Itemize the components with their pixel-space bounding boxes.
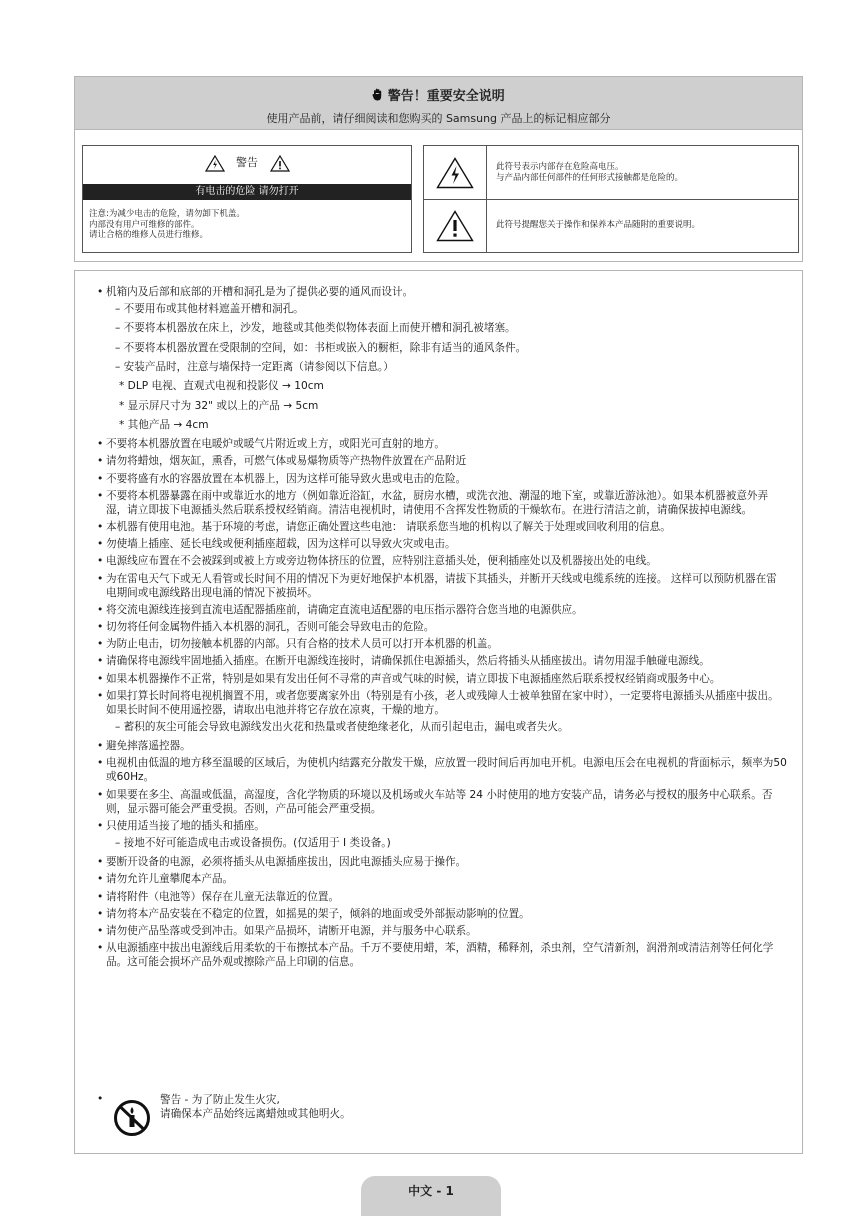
list-item: • 勿使墙上插座、延长电线或便利插座超载，因为这样可以导致火灾或电击。 bbox=[97, 537, 787, 551]
symbol-row bbox=[424, 199, 798, 252]
list-item: • 电源线应布置在不会被踩到或被上方或旁边物体挤压的位置，应特别注意插头处，便利插座处以及机器接出处的电线。 bbox=[97, 554, 787, 568]
warning-note bbox=[89, 209, 245, 241]
fire-warning-line: 警告 - 为了防止发生火灾, bbox=[160, 1094, 280, 1106]
list-item: • 请勿将本产品安装在不稳定的位置，如摇晃的架子，倾斜的地面或受外部振动影响的位置。 bbox=[97, 907, 787, 921]
list-item: • 要断开设备的电源，必须将插头从电源插座拔出，因此电源插头应易于操作。 bbox=[97, 855, 787, 869]
list-item: • 请勿将蜡烛，烟灰缸，熏香，可燃气体或易爆物质等产热物件放置在产品附近 bbox=[97, 454, 787, 468]
exclamation-triangle-icon bbox=[270, 156, 290, 169]
list-item: • 请勿使产品坠落或受到冲击。如果产品损坏，请断开电源，并与服务中心联系。 bbox=[97, 924, 787, 938]
list-item: • 如果本机器操作不正常，特别是如果有发出任何不寻常的声音或气味的时候，请立即拔下电源插座然后联系授权经销商或服务中心。 bbox=[97, 672, 787, 686]
hand-icon bbox=[372, 89, 383, 104]
fire-warning-line: 请确保本产品始终远离蜡烛或其他明火。 bbox=[160, 1108, 351, 1120]
list-item: • 机箱内及后部和底部的开槽和洞孔是为了提供必要的通风而设计。 bbox=[97, 285, 787, 299]
list-item: • 只使用适当接了地的插头和插座。 bbox=[97, 819, 787, 833]
list-subitem: – 不要用布或其他材料遮盖开槽和洞孔。 bbox=[115, 303, 304, 316]
lightning-triangle-icon bbox=[205, 156, 225, 169]
list-item: • 电视机由低温的地方移至温暖的区域后，为使机内结露充分散发干燥，应放置一段时间后再加电开机。电源电压会在电视机的背面标示，频率为50或60Hz。 bbox=[97, 756, 787, 784]
list-item: • 本机器有使用电池。基于环境的考虑，请您正确处置这些电池： 请联系您当地的机构以了解关于处理或回收利用的信息。 bbox=[97, 520, 787, 534]
header-title-row bbox=[75, 85, 802, 104]
warning-label-text: 警告 bbox=[236, 156, 258, 169]
no-candle-icon bbox=[113, 1099, 151, 1141]
list-item: • 为防止电击，切勿接触本机器的内部。只有合格的技术人员可以打开本机器的机盖。 bbox=[97, 637, 787, 651]
page-title: 警告！重要安全说明 bbox=[387, 89, 505, 104]
list-item: • 如果要在多尘、高温或低温，高湿度，含化学物质的环境以及机场或火车站等 24 小时使用的地方安装产品，请务必与授权的服务中心联系。否则，显示器可能会严重受损。否则，产品可能会严重受损。 bbox=[97, 788, 787, 816]
high-voltage-icon bbox=[424, 146, 487, 199]
fire-warning-text bbox=[160, 1093, 351, 1121]
list-item: • 如果打算长时间将电视机搁置不用，或者您要离家外出（特别是有小孩，老人或残障人士被单独留在家中时），一定要将电源插头从插座中拔出。如果长时间不使用遥控器，请取出电池并将它存放在凉爽，干燥的地方。 bbox=[97, 689, 787, 717]
list-subitem: * 其他产品 → 4cm bbox=[119, 418, 209, 431]
list-subitem: – 不要将本机器放置在受限制的空间，如：书柜或嵌入的橱柜，除非有适当的通风条件。 bbox=[115, 341, 527, 354]
warning-label bbox=[82, 145, 412, 253]
symbol-description-line: 此符号提醒您关于操作和保养本产品随附的重要说明。 bbox=[496, 220, 701, 230]
page-subtitle: 使用产品前，请仔细阅读和您购买的 Samsung 产品上的标记相应部分 bbox=[266, 112, 611, 125]
list-subitem: * 显示屏尺寸为 32" 或以上的产品 → 5cm bbox=[119, 399, 319, 412]
list-item: • 将交流电源线连接到直流电适配器插座前，请确定直流电适配器的电压指示器符合您当地的电源供应。 bbox=[97, 603, 787, 617]
warning-section bbox=[74, 130, 803, 262]
list-subitem: – 蓄积的灰尘可能会导致电源线发出火花和热量或者使绝缘老化，从而引起电击，漏电或者失火。 bbox=[115, 720, 569, 733]
list-item: • 请将附件（电池等）保存在儿童无法靠近的位置。 bbox=[97, 890, 787, 904]
list-subitem: – 安装产品时，注意与墙保持一定距离（请参阅以下信息。） bbox=[115, 361, 394, 374]
instruction-list bbox=[97, 285, 787, 972]
symbol-description bbox=[496, 146, 683, 199]
shock-hazard-bar: 有电击的危险 请勿打开 bbox=[83, 184, 411, 200]
symbol-description bbox=[496, 199, 700, 252]
warning-label-title bbox=[83, 153, 411, 173]
list-item: • 不要将本机器放置在电暖炉或暖气片附近或上方，或阳光可直射的地方。 bbox=[97, 437, 787, 451]
list-subitem: * DLP 电视、直观式电视和投影仪 → 10cm bbox=[119, 380, 324, 393]
symbol-description-line: 与产品内部任何部件的任何形式接触都是危险的。 bbox=[496, 172, 684, 183]
list-subitem: – 不要将本机器放在床上，沙发，地毯或其他类似物体表面上而使开槽和洞孔被堵塞。 bbox=[115, 322, 516, 335]
symbol-table bbox=[423, 145, 799, 253]
list-item: • 从电源插座中拔出电源线后用柔软的干布擦拭本产品。千万不要使用蜡，苯，酒精，稀释剂，杀虫剂，空气清新剂，润滑剂或清洁剂等任何化学品。这可能会损坏产品外观或擦除产品上印刷的信息。 bbox=[97, 941, 787, 969]
warning-note-line: 内部没有用户可维修的部件。 bbox=[89, 219, 200, 230]
list-item: • 避免摔落遥控器。 bbox=[97, 739, 787, 753]
list-subitem: – 接地不好可能造成电击或设备损伤。(仅适用于 I 类设备。) bbox=[115, 836, 391, 849]
bullet-dot: • bbox=[97, 1093, 104, 1105]
exclamation-icon bbox=[424, 199, 487, 252]
list-item: • 切勿将任何金属物件插入本机器的洞孔，否则可能会导致电击的危险。 bbox=[97, 620, 787, 634]
warning-note-line: 请让合格的维修人员进行维修。 bbox=[89, 230, 209, 240]
symbol-row bbox=[424, 146, 798, 200]
list-item: • 不要将本机器暴露在雨中或靠近水的地方（例如靠近浴缸，水盆，厨房水槽，或洗衣池、潮湿的地下室，或靠近游泳池）。如果本机器被意外弄湿，请立即拔下电源插头然后联系授权经销商。清洁电视机时，请使用不含挥发性物质的干燥软布。在进行清洁之前，请确保拔掉电源线。 bbox=[97, 489, 787, 517]
list-item: • 请确保将电源线牢固地插入插座。在断开电源线连接时，请确保抓住电源插头，然后将插头从插座拔出。请勿用湿手触碰电源线。 bbox=[97, 654, 787, 668]
safety-header bbox=[74, 76, 803, 130]
list-item: • 不要将盛有水的容器放置在本机器上，因为这样可能导致火患或电击的危险。 bbox=[97, 472, 787, 486]
list-item: • 为在雷电天气下或无人看管或长时间不用的情况下为更好地保护本机器，请拔下其插头，并断开天线或电缆系统的连接。 这样可以预防机器在雷电期间或电源线路出现电涌的情况下被损坏。 bbox=[97, 572, 787, 600]
symbol-description-line: 此符号表示内部存在危险高电压。 bbox=[496, 161, 624, 172]
safety-instructions bbox=[74, 270, 803, 1154]
list-item: • 请勿允许儿童攀爬本产品。 bbox=[97, 872, 787, 886]
fire-warning bbox=[97, 1093, 697, 1143]
page-number: 中文 - 1 bbox=[361, 1176, 501, 1216]
warning-note-line: 注意:为减少电击的危险，请勿卸下机盖。 bbox=[89, 209, 245, 219]
